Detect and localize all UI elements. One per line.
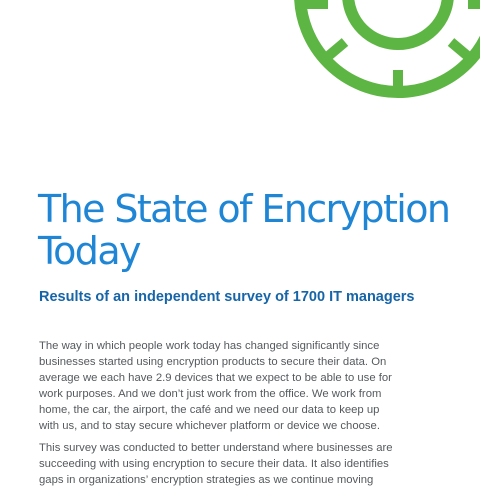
gear-icon	[0, 0, 480, 120]
document-title: The State of Encryption Today	[38, 187, 450, 273]
intro-paragraph: The way in which people work today has changed significantly since businesses started using encryption products to secure their data. On average we each have 2.9 devices that we expect to be able to use for work purposes. And we don’t just work from the office. We work from home, the car, the airport, the café and we need our data to keep up with us, and to stay secure whichever platform or device we choose.	[39, 340, 392, 432]
survey-paragraph: This survey was conducted to better understand where businesses are succeeding with using encryption to secure their data. It also identifies gaps in organizations’ encryption strategies as we continue moving	[39, 442, 393, 486]
document-subtitle: Results of an independent survey of 1700 IT managers	[39, 289, 415, 305]
